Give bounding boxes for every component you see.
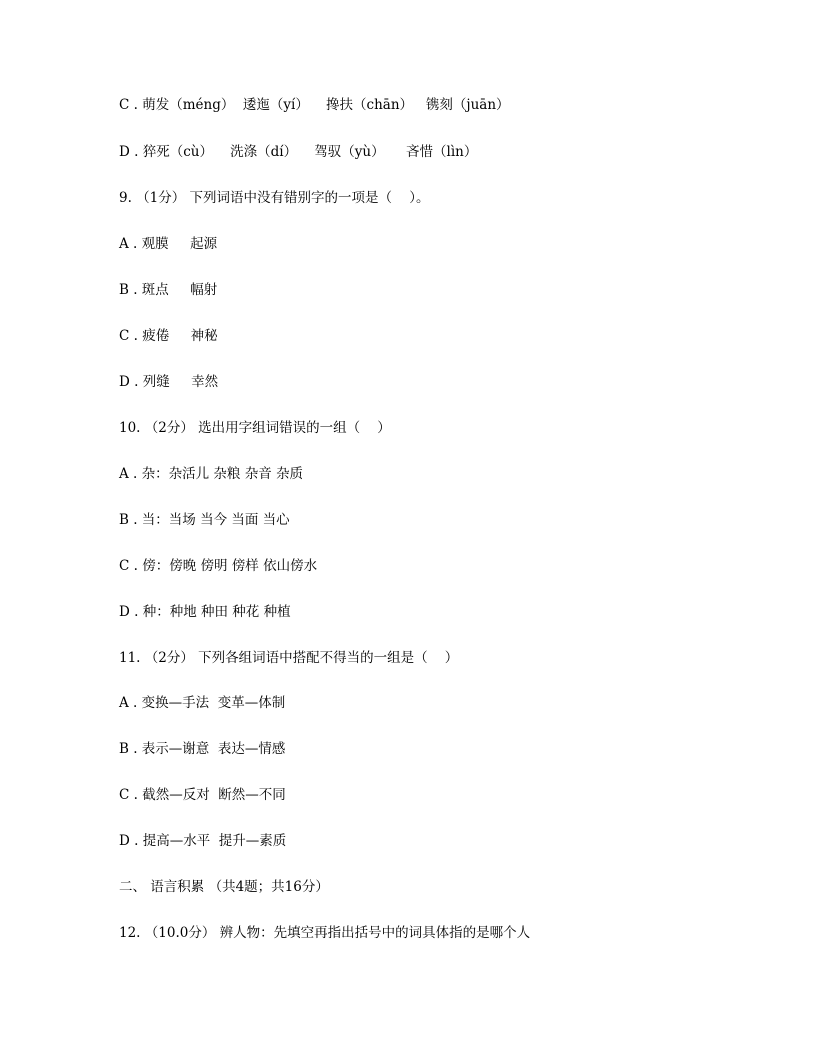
q10-option-b: B . 当：当场 当今 当面 当心 (119, 512, 290, 528)
q10-option-a: A . 杂：杂活儿 杂粮 杂音 杂质 (119, 466, 303, 482)
question-11-title: 11. （2分） 下列各组词语中搭配不得当的一组是（ ） (119, 650, 459, 666)
q9-option-a: A . 观膜 起源 (119, 236, 218, 252)
q11-option-c: C . 截然—反对 断然—不同 (119, 787, 286, 803)
question-12-title: 12. （10.0分） 辨人物：先填空再指出括号中的词具体指的是哪个人 (119, 925, 531, 941)
section-2-heading: 二、 语言积累 （共4题；共16分） (119, 879, 329, 895)
question-9-title: 9. （1分） 下列词语中没有错别字的一项是（ ）。 (119, 190, 430, 206)
question-10-title: 10. （2分） 选出用字组词错误的一组（ ） (119, 420, 391, 436)
q9-option-c: C . 疲倦 神秘 (119, 328, 218, 344)
q10-option-c: C . 傍：傍晚 傍明 傍样 依山傍水 (119, 558, 318, 574)
q10-option-d: D . 种：种地 种田 种花 种植 (119, 604, 291, 620)
q11-option-d: D . 提高—水平 提升—素质 (119, 833, 287, 849)
q8-option-d: D . 猝死（cù） 洗涤（dí） 驾驭（yù） 吝惜（lìn） (119, 144, 478, 160)
q11-option-b: B . 表示—谢意 表达—情感 (119, 741, 286, 757)
q8-option-c: C . 萌发（méng） 逶迤（yí） 搀扶（chān） 镌刻（juān） (119, 97, 510, 113)
q9-option-b: B . 斑点 幅射 (119, 282, 218, 298)
q11-option-a: A . 变换—手法 变革—体制 (119, 695, 286, 711)
q9-option-d: D . 列缝 幸然 (119, 374, 219, 390)
